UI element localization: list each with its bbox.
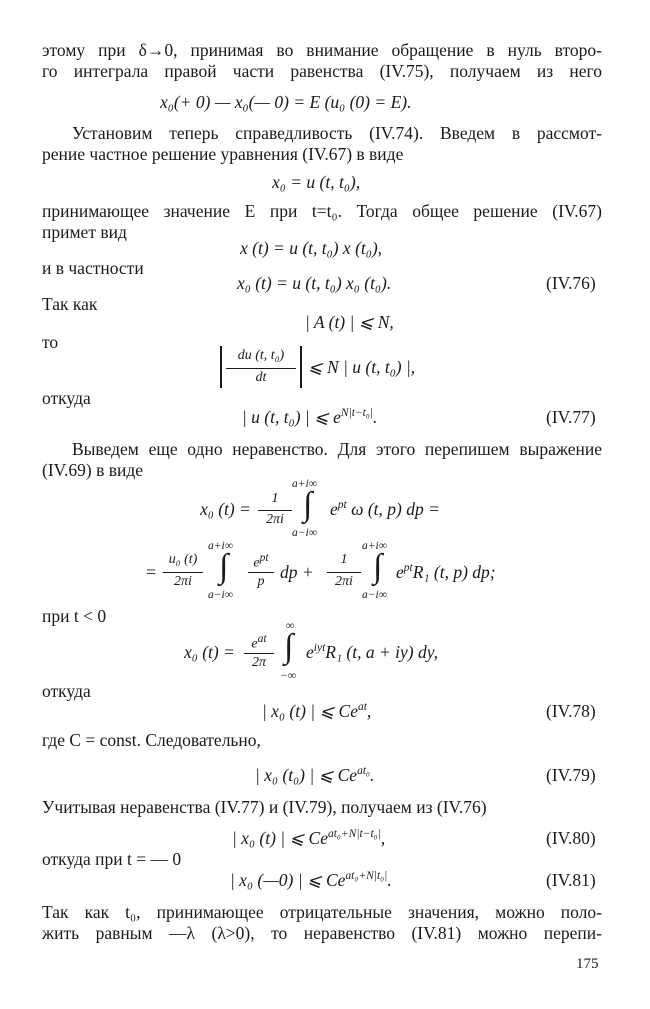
text-line: принимающее значение E при t=t₀. Тогда общее решение (IV.67) <box>42 201 602 221</box>
fraction-bar <box>248 572 274 573</box>
fraction-bar <box>244 653 274 654</box>
fraction-bar <box>327 572 361 573</box>
fraction-denominator: 2πi <box>174 574 192 589</box>
equation-number: (IV.76) <box>546 273 596 293</box>
integrand: e <box>306 642 314 662</box>
formula-text: x₀ (t) = <box>200 499 251 519</box>
formula-text <box>330 499 440 520</box>
equation-number: (IV.79) <box>546 765 596 785</box>
formula-text: | x₀ (t) | ⩽ Ce <box>262 701 358 721</box>
exponent: at₀+N|t−t₀| <box>327 828 381 841</box>
integral-upper-limit: a+i∞ <box>362 540 387 552</box>
numerator-text: e <box>253 555 260 571</box>
formula: | u (t, t₀) | ⩽ $e^{N|t-t_0|}$. <box>242 407 378 427</box>
numerator-text: e <box>251 636 258 652</box>
text-line: рение частное решение уравнения (IV.67) в виде <box>42 144 404 164</box>
text-line: го интеграла правой части равенства (IV.75), получаем из него <box>42 61 602 81</box>
formula-text: = <box>145 562 157 582</box>
integral-upper-limit: a+i∞ <box>208 540 233 552</box>
formula-text: . <box>370 765 375 785</box>
integral-lower-limit: a−i∞ <box>362 589 387 601</box>
formula-text: | x₀ (t₀) | ⩽ Ce <box>255 765 358 785</box>
integrand: ω (t, p) dp = <box>351 499 440 519</box>
integrand: e <box>396 562 404 582</box>
formula-text <box>396 562 496 583</box>
integrand: R₁ (t, p) dp; <box>412 562 496 582</box>
equation-number: (IV.81) <box>546 870 596 890</box>
fraction-numerator <box>244 633 274 653</box>
text-line: Так как t₀, принимающее отрицательные значения, можно поло- <box>42 902 602 922</box>
equation-number: (IV.78) <box>546 701 596 721</box>
formula-text: | x₀ (t) | ⩽ Ce <box>232 828 328 848</box>
fraction-denominator: dt <box>255 370 267 385</box>
fraction-bar <box>258 510 292 511</box>
exponent: at₀ <box>357 765 371 778</box>
formula-text: | u (t, t₀) | ⩽ e <box>242 407 341 427</box>
formula-text: , <box>366 701 372 721</box>
fraction-denominator: 2πi <box>335 574 353 589</box>
text-line: примет вид <box>42 222 127 242</box>
text-line: Выведем еще одно неравенство. Для этого перепишем выражение <box>72 439 602 459</box>
text-line: Установим теперь справедливость (IV.74). Введем в рассмот- <box>72 123 602 143</box>
formula <box>255 765 374 786</box>
fraction-denominator: 2πi <box>266 512 284 527</box>
formula: | A (t) | ⩽ N, <box>305 312 394 332</box>
integral-lower-limit: −∞ <box>280 670 296 682</box>
formula-text: . <box>387 870 392 890</box>
exponent: N|t−t₀| <box>340 407 374 420</box>
integral-upper-limit: ∞ <box>286 620 295 632</box>
fraction-numerator: du (t, t₀) <box>237 348 285 363</box>
fraction-denominator: 2π <box>251 655 266 670</box>
fraction-numerator: u₀ (t) <box>168 552 198 567</box>
integral-lower-limit: a−i∞ <box>208 589 233 601</box>
fraction-bar <box>226 368 296 369</box>
exponent: pt <box>337 499 347 512</box>
text-line: то <box>42 332 59 352</box>
equation-number: (IV.80) <box>546 828 596 848</box>
formula-text: , <box>380 828 386 848</box>
formula: x (t) = u (t, t₀) x (t₀), <box>240 238 383 258</box>
text-line: жить равным —λ (λ>0), то неравенство (IV.81) можно перепи- <box>42 923 602 943</box>
formula: x₀(+ 0) — x₀(— 0) = E (u₀ (0) = E). <box>160 92 412 112</box>
text-line: (IV.69) в виде <box>42 460 144 480</box>
formula-text: dp + <box>280 562 314 582</box>
exponent: iyt <box>313 642 326 655</box>
exponent: at₀+N|t₀| <box>345 870 388 883</box>
text-line: и в частности <box>42 258 144 278</box>
exponent: at <box>357 701 367 714</box>
exponent: pt <box>403 562 413 575</box>
fraction-denominator: p <box>257 574 265 589</box>
text-line: при t < 0 <box>42 606 107 626</box>
text-line: этому при δ→0, принимая во внимание обращение в нуль второ- <box>42 40 602 60</box>
exponent: at <box>257 633 267 645</box>
formula <box>262 701 371 722</box>
integrand: R₁ (t, a + iy) dy, <box>325 642 438 662</box>
formula <box>230 870 392 891</box>
integral-sign: ∫ <box>303 486 313 523</box>
integrand: e <box>330 499 338 519</box>
text-line: откуда <box>42 388 91 408</box>
fraction-numerator: 1 <box>271 491 279 506</box>
formula <box>232 828 385 849</box>
integral-sign: ∫ <box>219 548 229 585</box>
text-line: где C = const. Следовательно, <box>42 730 261 750</box>
fraction-numerator: 1 <box>340 552 348 567</box>
formula-text: x₀ (t) = <box>184 642 235 662</box>
formula: x₀ = u (t, t₀), <box>272 172 361 192</box>
text-line: Так как <box>42 294 98 314</box>
integral-sign: ∫ <box>373 548 383 585</box>
text-line: Учитывая неравенства (IV.77) и (IV.79), получаем из (IV.76) <box>42 797 487 817</box>
text-line: откуда <box>42 681 91 701</box>
page-number: 175 <box>576 956 599 972</box>
integral-upper-limit: a+i∞ <box>292 478 317 490</box>
abs-bar <box>300 346 302 388</box>
fraction-bar <box>163 572 203 573</box>
formula-text <box>306 642 438 663</box>
formula: x₀ (t) = u (t, t₀) x₀ (t₀). <box>237 273 392 293</box>
formula-text: ⩽ N | u (t, t₀) |, <box>308 357 416 377</box>
text-line: откуда при t = — 0 <box>42 849 182 869</box>
exponent: pt <box>259 552 269 564</box>
formula-text: | x₀ (—0) | ⩽ Ce <box>230 870 346 890</box>
abs-bar <box>220 346 222 388</box>
integral-sign: ∫ <box>284 628 294 665</box>
fraction-numerator <box>248 552 274 572</box>
equation-number: (IV.77) <box>546 407 596 427</box>
integral-lower-limit: a−i∞ <box>292 527 317 539</box>
